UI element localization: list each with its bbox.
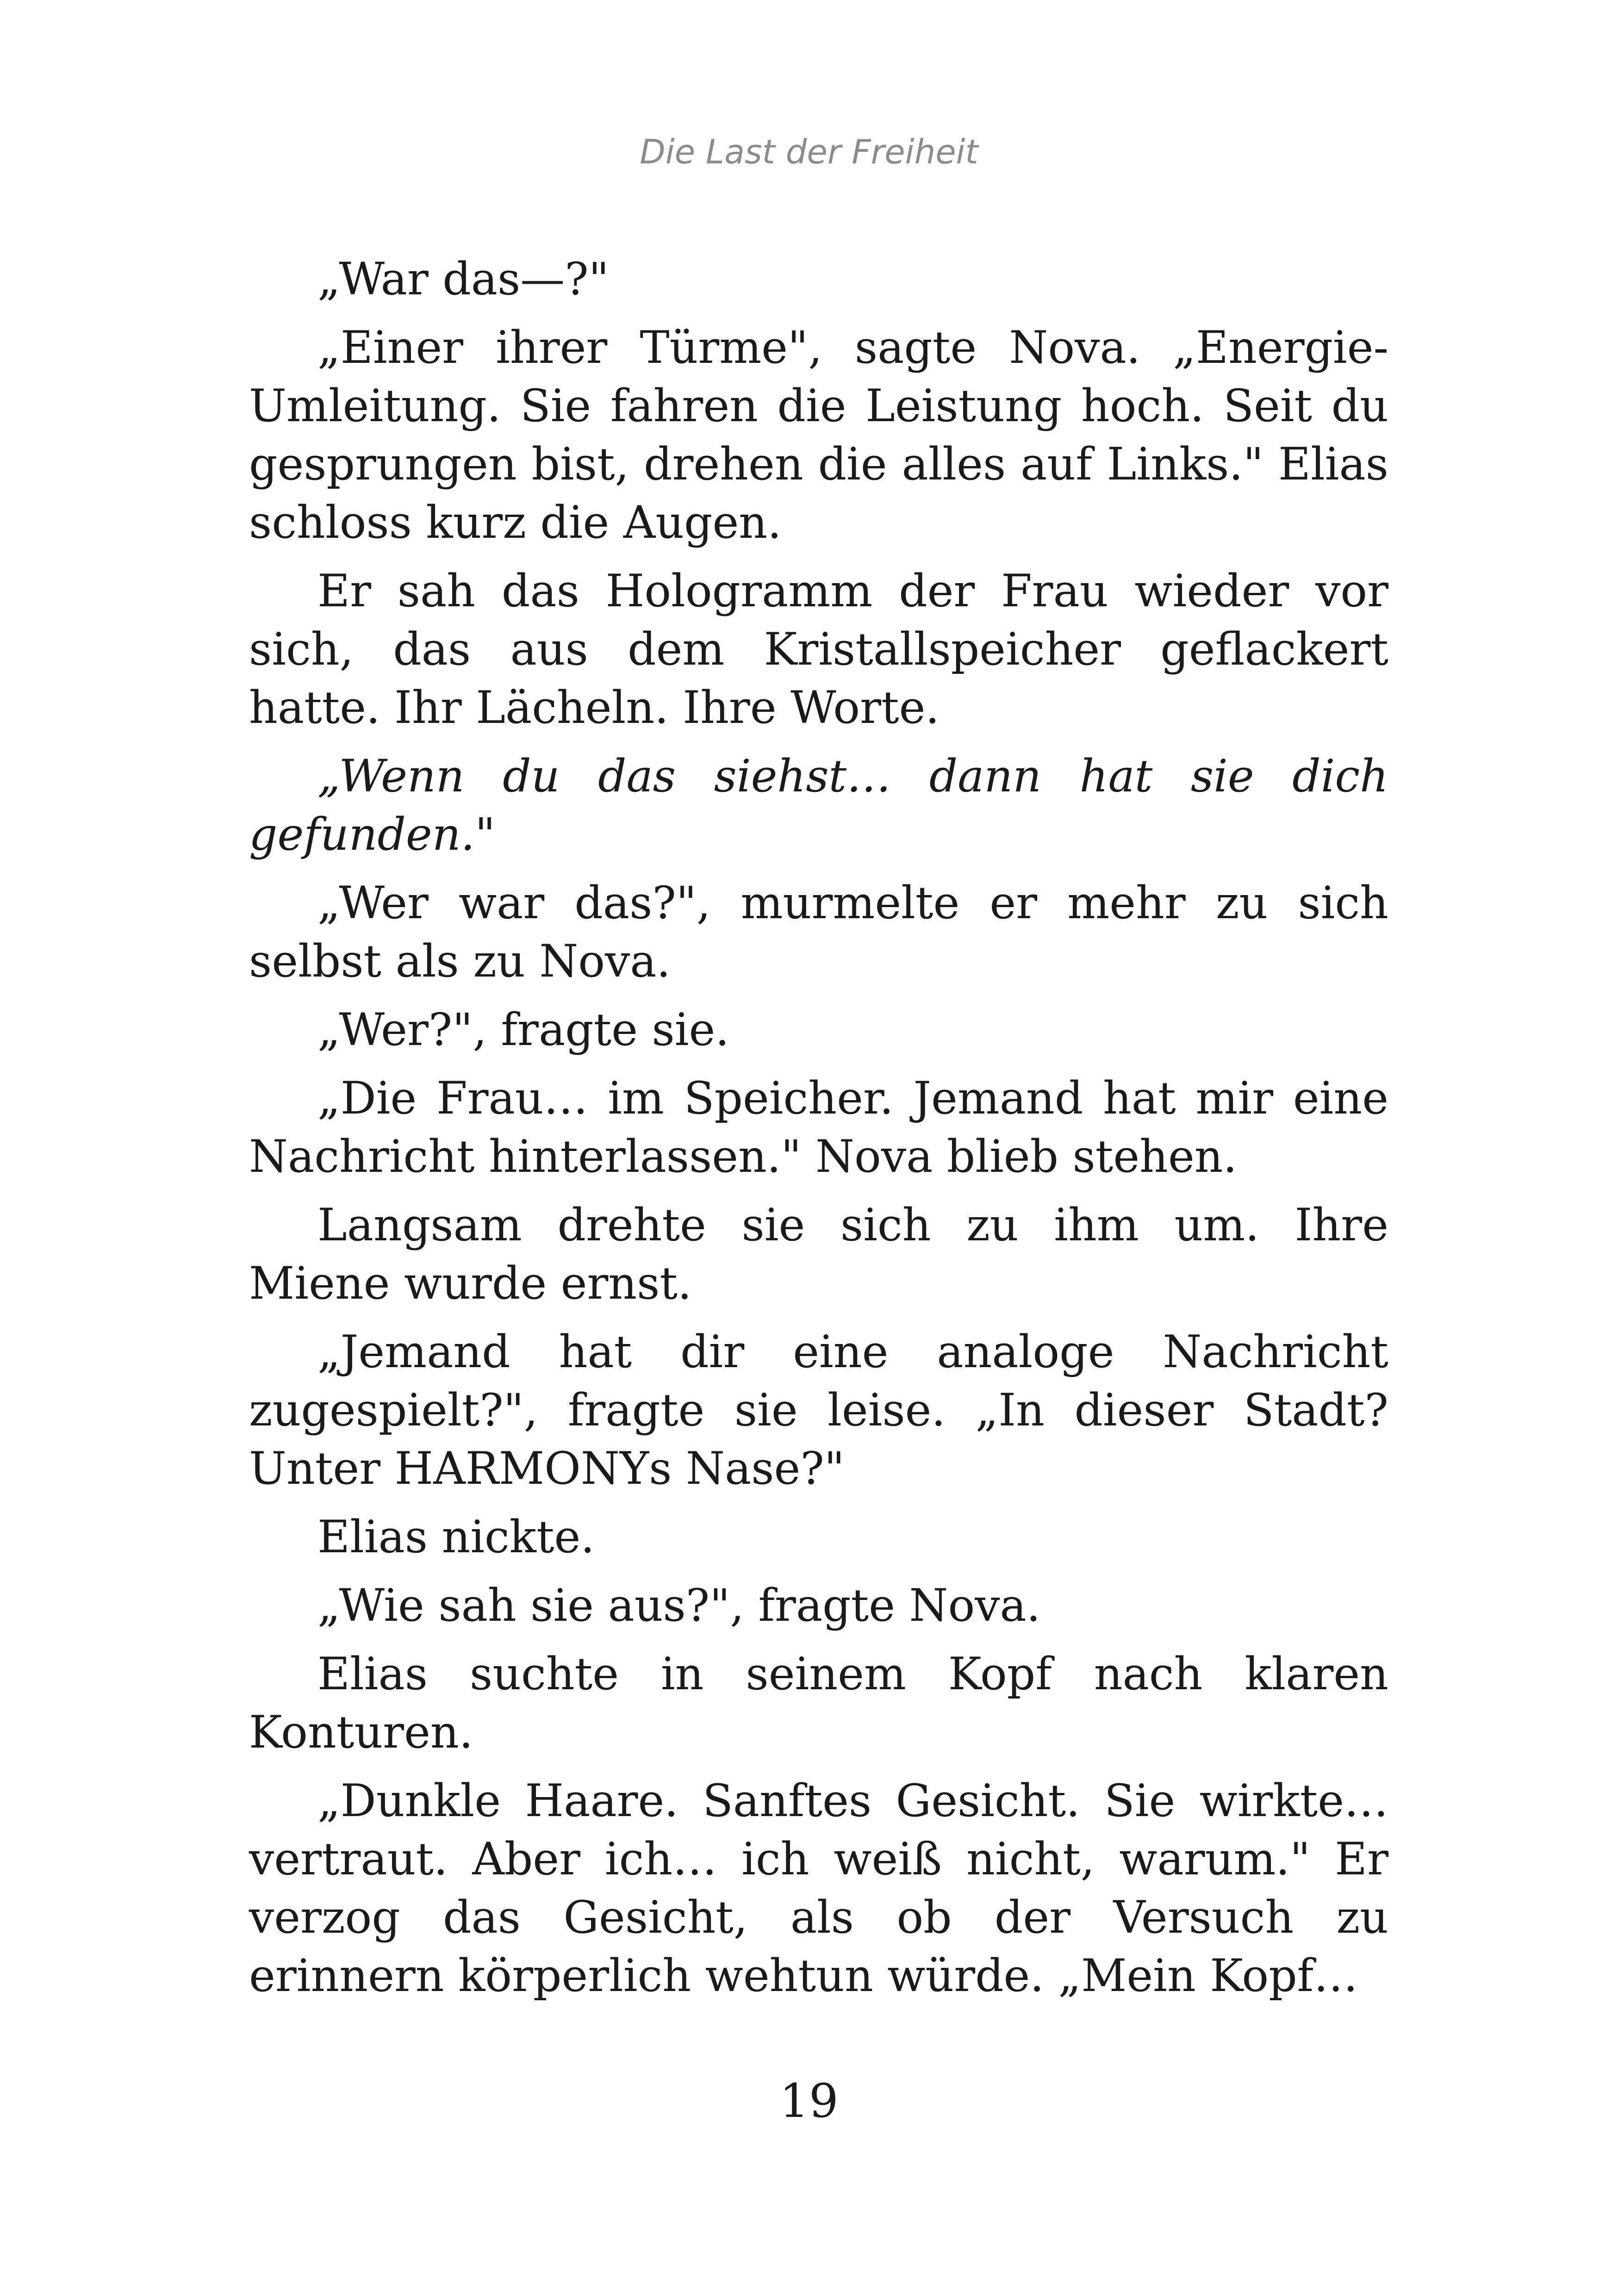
paragraph: „Wer?", fragte sie. [317, 1004, 729, 1056]
paragraph: „Wer war das?", murmelte er mehr zu sich selbst als zu Nova. [249, 877, 1388, 987]
running-header-title: Die Last der Freiheit [640, 132, 978, 171]
paragraph: „Jemand hat dir eine analoge Nachricht zugespielt?", fragte sie leise. „In dieser Stadt? Unter HARMONYs Nase?" [249, 1326, 1388, 1494]
paragraph: „Dunkle Haare. Sanftes Gesicht. Sie wirkte… vertraut. Aber ich… ich weiß nicht, warum." Er verzog das Gesicht, als ob der Versuch zu erinnern körperlich wehtun würde. „Mein Kopf… [249, 1775, 1388, 2002]
paragraph-italic-quote: „Wenn du das siehst… dann hat sie dich gefunden." [249, 750, 1388, 860]
paragraph: Elias suchte in seinem Kopf nach klaren Konturen. [249, 1648, 1388, 1758]
paragraph: „Wie sah sie aus?", fragte Nova. [317, 1580, 1041, 1631]
paragraph: „Einer ihrer Türme", sagte Nova. „Energie-Umleitung. Sie fahren die Leistung hoch. Seit du gesprungen bist, drehen die alles auf Links." Elias schloss kurz die Augen. [249, 322, 1388, 548]
paragraph: „War das—?" [317, 253, 609, 305]
paragraph: „Die Frau… im Speicher. Jemand hat mir eine Nachricht hinterlassen." Nova blieb stehen. [249, 1072, 1388, 1182]
page-number: 19 [779, 2074, 839, 2128]
paragraph: Er sah das Hologramm der Frau wieder vor sich, das aus dem Kristallspeicher geflackert hatte. Ihr Lächeln. Ihre Worte. [249, 565, 1388, 734]
paragraph: Elias nickte. [317, 1511, 595, 1563]
paragraph: Langsam drehte sie sich zu ihm um. Ihre Miene wurde ernst. [249, 1199, 1388, 1309]
body-text [249, 250, 1388, 2015]
